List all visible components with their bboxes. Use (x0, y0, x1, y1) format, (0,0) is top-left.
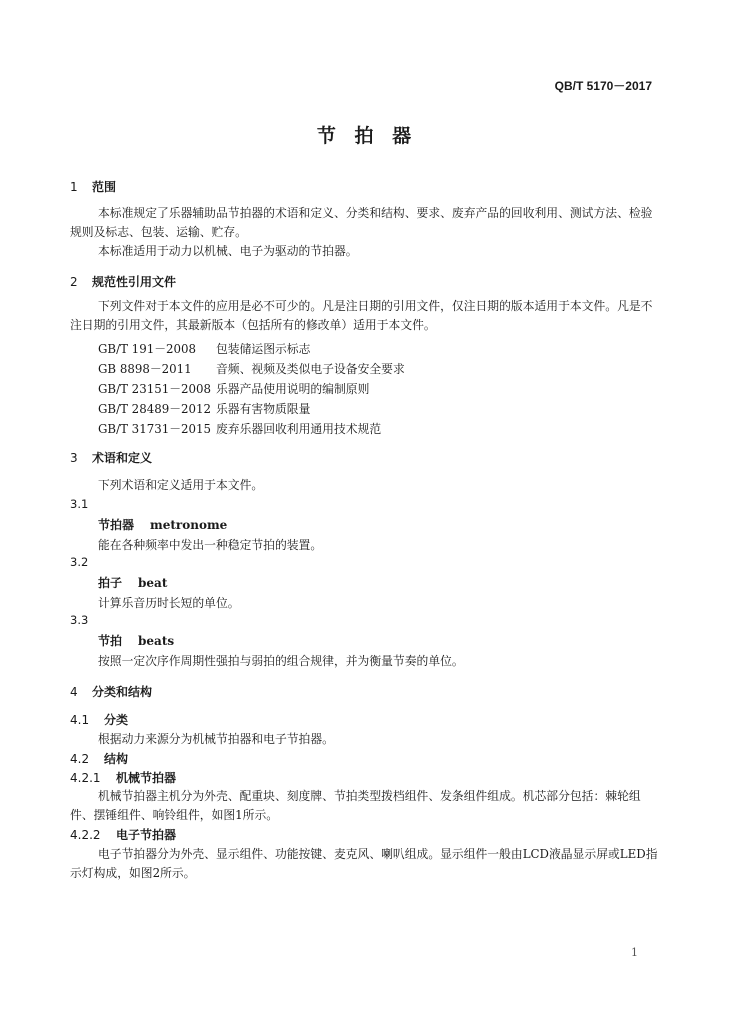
section-title: 范围 (92, 180, 117, 194)
section-2-paragraph-1: 下列文件对于本文件的应用是必不可少的。凡是注日期的引用文件，仅注日期的版本适用于本文件。凡是不注日期的引用文件，其最新版本（包括所有的修改单）适用于本文件。 (70, 299, 653, 332)
section-1-paragraph-2: 本标准适用于动力以机械、电子为驱动的节拍器。 (98, 244, 358, 258)
subsection-4-1-heading: 4.1 分类 (70, 713, 129, 727)
section-title: 术语和定义 (92, 451, 153, 465)
reference-item: GB/T 191－2008 包装储运图示标志 (98, 342, 311, 356)
subsection-4-2-2-text: 电子节拍器分为外壳、显示组件、功能按键、麦克风、喇叭组成。显示组件一般由LCD液晶显示屏或LED指示灯构成，如图2所示。 (70, 847, 658, 880)
reference-item: GB 8898－2011 音频、视频及类似电子设备安全要求 (98, 362, 405, 376)
section-3-heading (70, 449, 152, 466)
section-number: 1 (70, 180, 78, 194)
clause-number: 3.1 (70, 497, 89, 511)
section-1-heading (70, 178, 116, 195)
section-number: 4 (70, 685, 78, 699)
section-2-heading (70, 273, 176, 290)
section-title: 分类和结构 (92, 685, 153, 699)
page-number: 1 (631, 946, 638, 959)
subsection-4-2-1-text: 机械节拍器主机分为外壳、配重块、刻度牌、节拍类型拨档组件、发条组件组成。机芯部分包括：棘轮组件、摆锤组件、响铃组件，如图1所示。 (70, 789, 641, 822)
term-definition: 能在各种频率中发出一种稳定节拍的装置。 (98, 538, 323, 552)
reference-item: GB/T 23151－2008 乐器产品使用说明的编制原则 (98, 382, 370, 396)
document-title: 节 拍 器 (316, 125, 418, 147)
standard-number: QB/T 5170－2017 (554, 79, 652, 93)
term-entry: 节拍器 metronome (98, 518, 228, 532)
section-title: 规范性引用文件 (92, 275, 177, 289)
term-entry: 拍子 beat (98, 576, 168, 590)
subsection-4-2-2-heading: 4.2.2 电子节拍器 (70, 828, 177, 842)
section-3-paragraph-1: 下列术语和定义适用于本文件。 (98, 478, 264, 492)
section-number: 3 (70, 451, 78, 465)
subsection-4-2-heading: 4.2 结构 (70, 752, 129, 766)
section-1-paragraph-1: 本标准规定了乐器辅助品节拍器的术语和定义、分类和结构、要求、废弃产品的回收利用、测试方法、检验规则及标志、包装、运输、贮存。 (70, 206, 653, 239)
section-4-heading (70, 683, 152, 700)
term-entry: 节拍 beats (98, 634, 175, 648)
section-number: 2 (70, 275, 78, 289)
clause-number: 3.2 (70, 555, 89, 569)
term-definition: 按照一定次序作周期性强拍与弱拍的组合规律，并为衡量节奏的单位。 (98, 654, 464, 668)
clause-number: 3.3 (70, 613, 89, 627)
term-definition: 计算乐音历时长短的单位。 (98, 596, 240, 610)
subsection-4-1-text: 根据动力来源分为机械节拍器和电子节拍器。 (98, 732, 334, 746)
reference-item: GB/T 28489－2012 乐器有害物质限量 (98, 402, 311, 416)
subsection-4-2-1-heading: 4.2.1 机械节拍器 (70, 771, 177, 785)
reference-item: GB/T 31731－2015 废弃乐器回收利用通用技术规范 (98, 422, 382, 436)
